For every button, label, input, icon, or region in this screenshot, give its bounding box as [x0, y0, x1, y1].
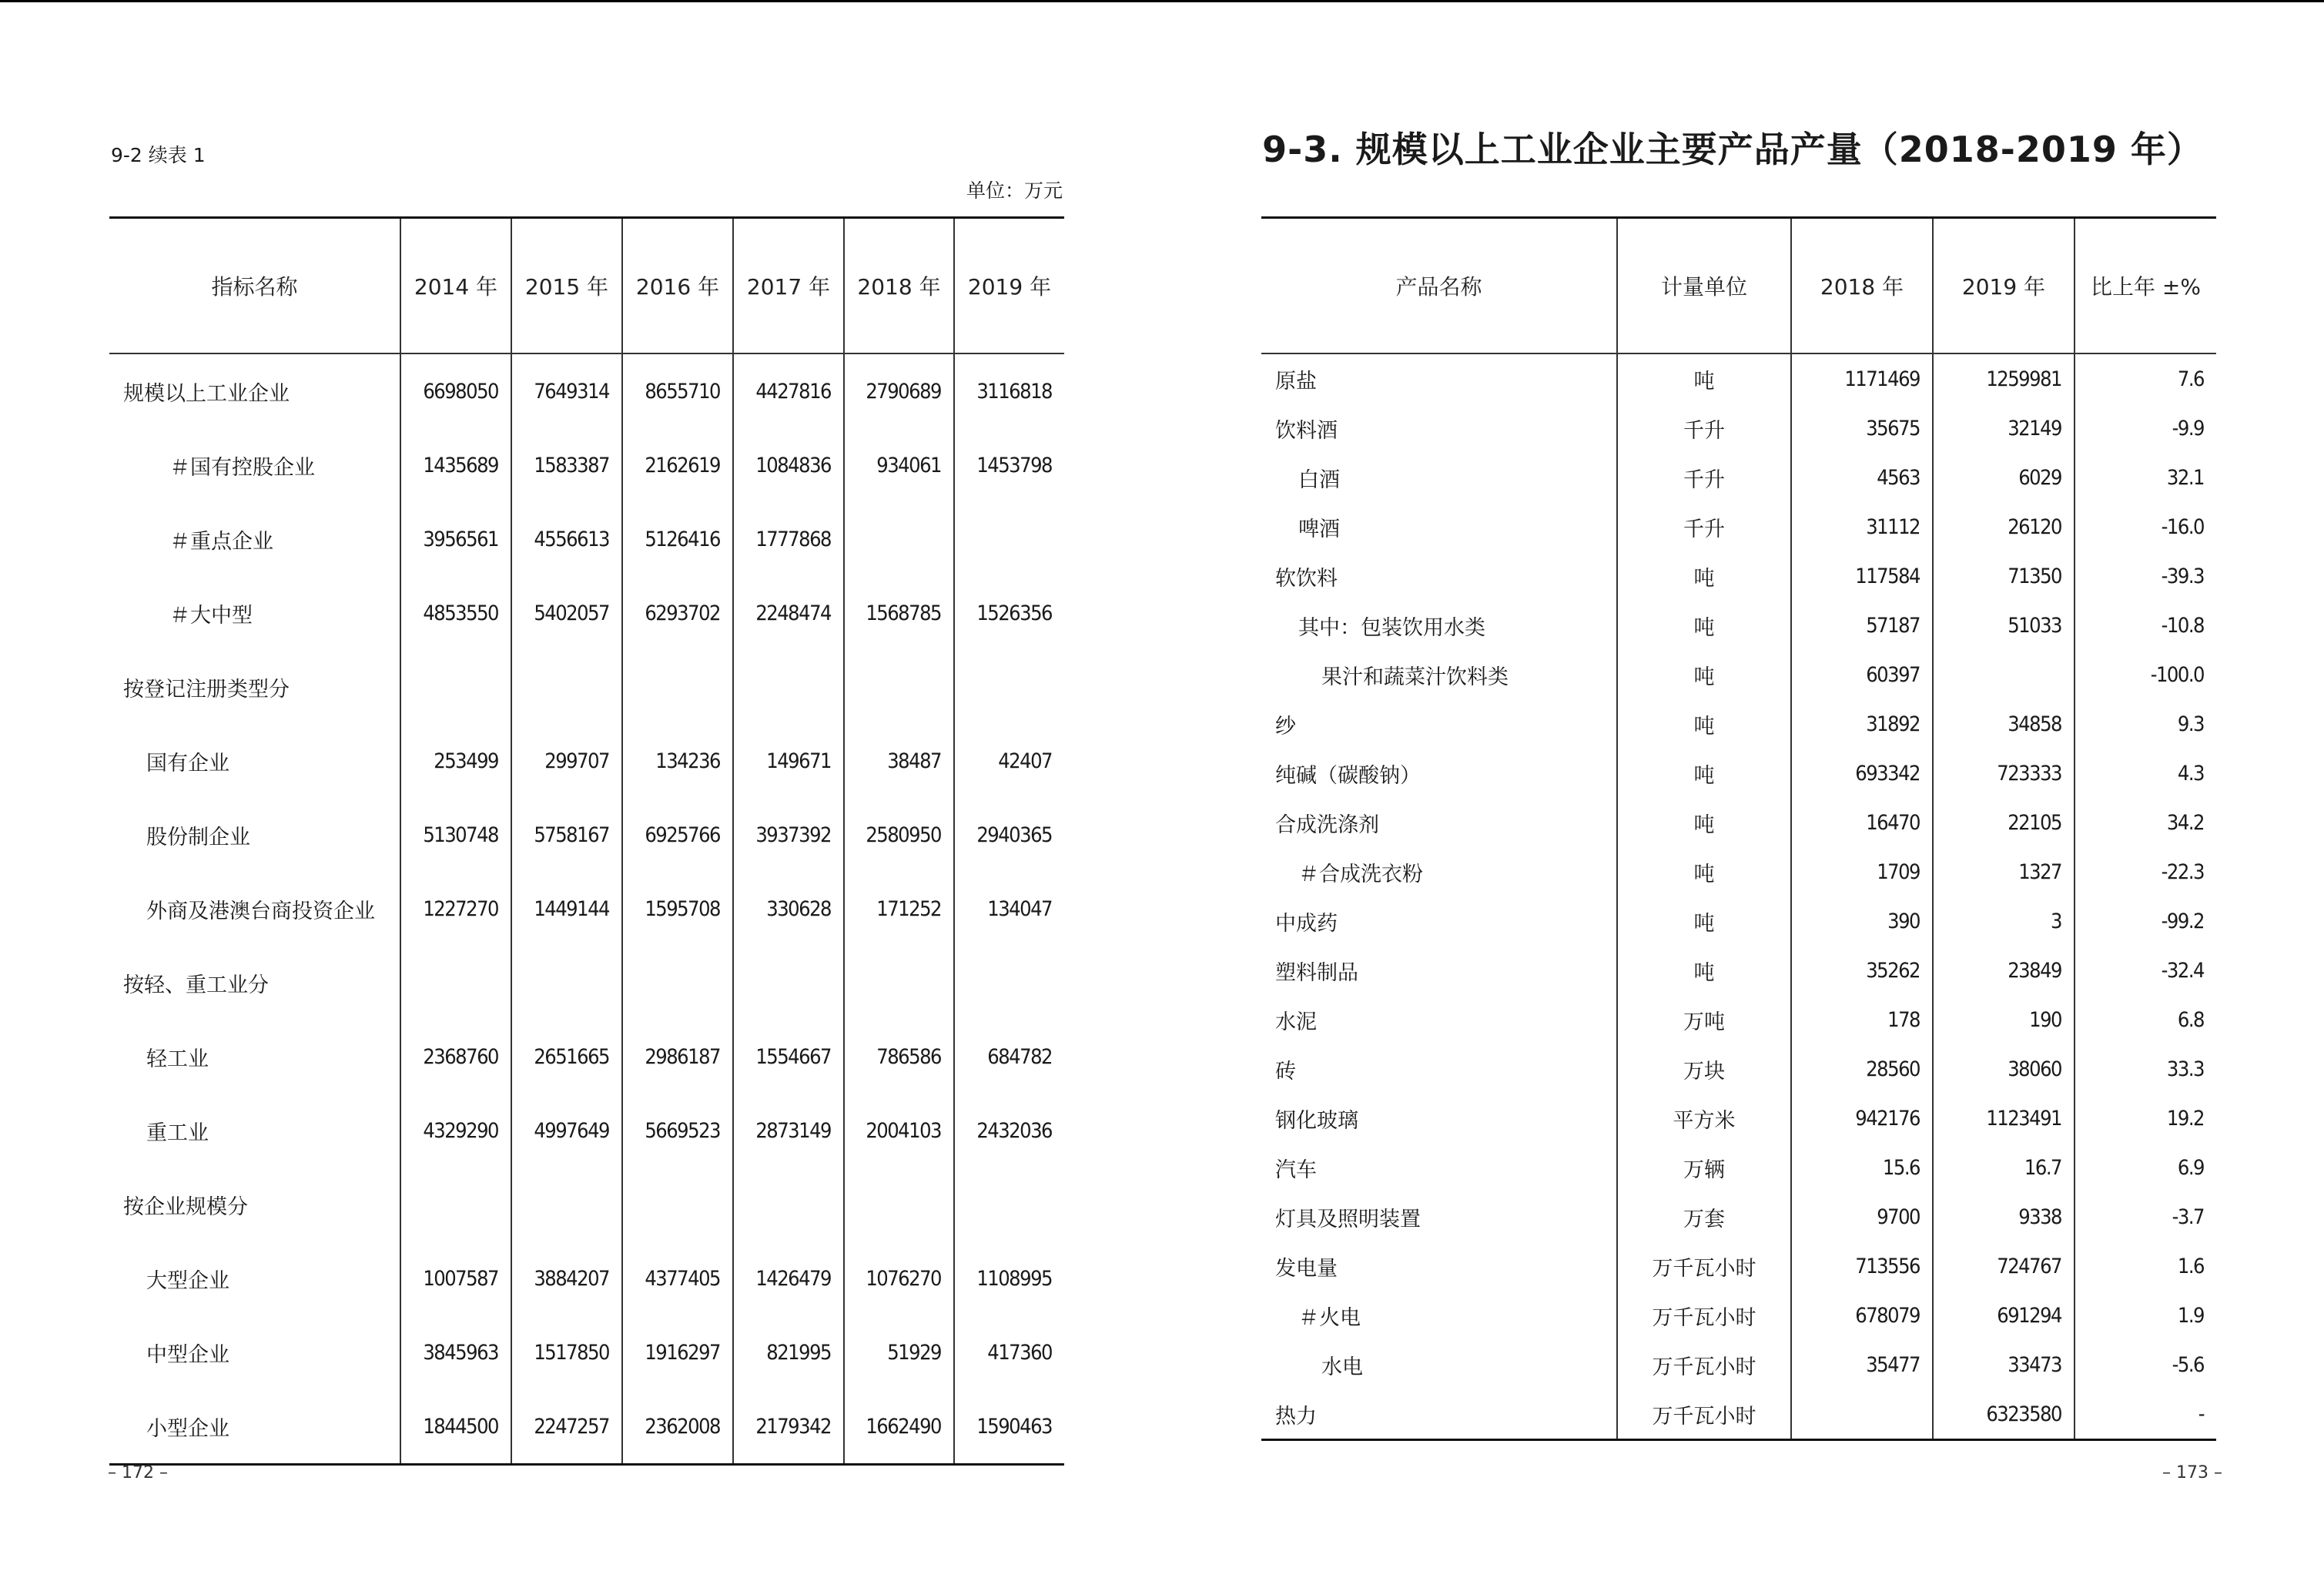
table-row [109, 428, 1064, 502]
unit-cell: 千升 [1617, 502, 1791, 551]
value-2018: 15.6 [1791, 1143, 1933, 1192]
cell-value: 4853550 [400, 576, 511, 650]
cell-value: 1449144 [511, 872, 622, 946]
unit-cell: 吨 [1617, 353, 1791, 404]
value-2018: 178 [1791, 995, 1933, 1044]
row-label: 按企业规模分 [123, 1194, 248, 1219]
table-row [109, 1020, 1064, 1094]
row-label: 轻工业 [146, 1047, 209, 1071]
value-2019: 6029 [1933, 453, 2075, 502]
product-name: 汽车 [1275, 1157, 1317, 1182]
cell-value [733, 650, 844, 724]
table-row [109, 502, 1064, 576]
table-row [1261, 896, 2216, 946]
change-percent: 6.8 [2075, 995, 2216, 1044]
change-percent: 7.6 [2075, 353, 2216, 404]
cell-value: 4427816 [733, 353, 844, 428]
cell-value: 330628 [733, 872, 844, 946]
value-2018: 60397 [1791, 650, 1933, 699]
value-2019: 34858 [1933, 699, 2075, 749]
table-row [109, 353, 1064, 428]
cell-value: 7649314 [511, 353, 622, 428]
cell-value: 1844500 [400, 1389, 511, 1465]
cell-value [954, 1168, 1064, 1241]
value-2019: 23849 [1933, 946, 2075, 995]
value-2018: 1709 [1791, 847, 1933, 896]
cell-value: 2247257 [511, 1389, 622, 1465]
value-2019: 6323580 [1933, 1389, 2075, 1440]
change-percent: -3.7 [2075, 1192, 2216, 1241]
column-header: 2019 年 [1933, 218, 2075, 354]
table-row [1261, 847, 2216, 896]
change-percent: -5.6 [2075, 1340, 2216, 1389]
table-row [109, 1094, 1064, 1168]
table-row [109, 798, 1064, 872]
column-header: 2015 年 [511, 218, 622, 354]
cell-value [511, 1168, 622, 1241]
cell-value: 134047 [954, 872, 1064, 946]
table-row [1261, 699, 2216, 749]
cell-value: 1108995 [954, 1241, 1064, 1315]
cell-value: 5758167 [511, 798, 622, 872]
change-percent: 33.3 [2075, 1044, 2216, 1094]
cell-value: 134236 [622, 724, 733, 798]
row-label: ＃国有控股企业 [169, 455, 315, 480]
unit-cell: 吨 [1617, 847, 1791, 896]
unit-cell: 万千瓦小时 [1617, 1389, 1791, 1440]
value-2019: 9338 [1933, 1192, 2075, 1241]
cell-value [954, 502, 1064, 576]
cell-value: 1916297 [622, 1315, 733, 1389]
unit-cell: 平方米 [1617, 1094, 1791, 1143]
product-name: 原盐 [1275, 369, 1317, 394]
value-2019: 71350 [1933, 551, 2075, 601]
cell-value [844, 946, 954, 1020]
cell-value [400, 946, 511, 1020]
cell-value: 684782 [954, 1020, 1064, 1094]
unit-cell: 万吨 [1617, 995, 1791, 1044]
cell-value [622, 650, 733, 724]
cell-value: 1007587 [400, 1241, 511, 1315]
unit-cell: 万辆 [1617, 1143, 1791, 1192]
row-label: 按登记注册类型分 [123, 677, 290, 702]
change-percent: -99.2 [2075, 896, 2216, 946]
cell-value: 1526356 [954, 576, 1064, 650]
value-2018: 713556 [1791, 1241, 1933, 1291]
cell-value: 5126416 [622, 502, 733, 576]
table-row [1261, 551, 2216, 601]
value-2019: 724767 [1933, 1241, 2075, 1291]
cell-value: 417360 [954, 1315, 1064, 1389]
unit-cell: 吨 [1617, 650, 1791, 699]
right-data-table [1261, 216, 2216, 1441]
value-2018: 57187 [1791, 601, 1933, 650]
value-2019: 32149 [1933, 404, 2075, 453]
unit-cell: 吨 [1617, 699, 1791, 749]
value-2019: 33473 [1933, 1340, 2075, 1389]
value-2018: 678079 [1791, 1291, 1933, 1340]
row-label: 按轻、重工业分 [123, 973, 269, 997]
value-2018: 31112 [1791, 502, 1933, 551]
cell-value: 2162619 [622, 428, 733, 502]
cell-value: 253499 [400, 724, 511, 798]
change-percent: 19.2 [2075, 1094, 2216, 1143]
cell-value [844, 650, 954, 724]
cell-value: 2368760 [400, 1020, 511, 1094]
value-2018: 35262 [1791, 946, 1933, 995]
left-unit-label: 单位：万元 [966, 179, 1063, 202]
unit-cell: 万套 [1617, 1192, 1791, 1241]
cell-value: 299707 [511, 724, 622, 798]
value-2019: 51033 [1933, 601, 2075, 650]
cell-value [622, 946, 733, 1020]
change-percent: 32.1 [2075, 453, 2216, 502]
cell-value: 3884207 [511, 1241, 622, 1315]
product-name: 饮料酒 [1275, 418, 1338, 443]
column-header: 2014 年 [400, 218, 511, 354]
cell-value: 1568785 [844, 576, 954, 650]
cell-value [954, 946, 1064, 1020]
product-name: 果汁和蔬菜汁饮料类 [1321, 665, 1509, 689]
value-2018: 942176 [1791, 1094, 1933, 1143]
cell-value: 1590463 [954, 1389, 1064, 1465]
cell-value: 821995 [733, 1315, 844, 1389]
cell-value [733, 946, 844, 1020]
column-header: 比上年 ±% [2075, 218, 2216, 354]
table-row [1261, 502, 2216, 551]
unit-cell: 吨 [1617, 798, 1791, 847]
page-number-left: – 172 – [108, 1463, 168, 1482]
table-row [109, 1389, 1064, 1465]
column-header: 2018 年 [1791, 218, 1933, 354]
product-name: 白酒 [1298, 467, 1340, 492]
cell-value [511, 946, 622, 1020]
cell-value: 1435689 [400, 428, 511, 502]
column-header: 2018 年 [844, 218, 954, 354]
left-data-table [109, 216, 1064, 1466]
table-row [1261, 1389, 2216, 1440]
cell-value: 3937392 [733, 798, 844, 872]
table-row [109, 724, 1064, 798]
value-2018: 28560 [1791, 1044, 1933, 1094]
change-percent: - [2075, 1389, 2216, 1440]
value-2019: 26120 [1933, 502, 2075, 551]
product-name: 钢化玻璃 [1275, 1108, 1358, 1133]
value-2018: 4563 [1791, 453, 1933, 502]
product-name: 发电量 [1275, 1256, 1338, 1281]
cell-value: 1084836 [733, 428, 844, 502]
cell-value: 1662490 [844, 1389, 954, 1465]
table-row [1261, 1241, 2216, 1291]
top-border [0, 0, 2324, 2]
cell-value: 2432036 [954, 1094, 1064, 1168]
product-name: 啤酒 [1298, 517, 1340, 541]
unit-cell: 吨 [1617, 896, 1791, 946]
change-percent: -10.8 [2075, 601, 2216, 650]
cell-value: 1227270 [400, 872, 511, 946]
product-name: ＃合成洗衣粉 [1298, 862, 1423, 886]
cell-value: 1517850 [511, 1315, 622, 1389]
table-row [1261, 453, 2216, 502]
table-row [109, 650, 1064, 724]
table-row [109, 946, 1064, 1020]
cell-value: 3956561 [400, 502, 511, 576]
value-2019: 38060 [1933, 1044, 2075, 1094]
value-2019: 723333 [1933, 749, 2075, 798]
table-row [109, 1241, 1064, 1315]
cell-value: 2580950 [844, 798, 954, 872]
table-row [1261, 798, 2216, 847]
column-header: 2019 年 [954, 218, 1064, 354]
page-title: 9-3. 规模以上工业企业主要产品产量（2018-2019 年） [1262, 129, 2203, 170]
cell-value: 2362008 [622, 1389, 733, 1465]
product-name: 纱 [1275, 714, 1296, 739]
cell-value: 1426479 [733, 1241, 844, 1315]
row-label: 国有企业 [146, 751, 229, 776]
change-percent: -9.9 [2075, 404, 2216, 453]
product-name: 中成药 [1275, 911, 1338, 936]
row-label: 中型企业 [146, 1342, 229, 1367]
change-percent: 1.6 [2075, 1241, 2216, 1291]
cell-value [511, 650, 622, 724]
product-name: 灯具及照明装置 [1275, 1207, 1421, 1231]
table-row [1261, 404, 2216, 453]
cell-value: 1583387 [511, 428, 622, 502]
cell-value: 6293702 [622, 576, 733, 650]
table-row [109, 576, 1064, 650]
unit-cell: 吨 [1617, 946, 1791, 995]
value-2019: 1123491 [1933, 1094, 2075, 1143]
product-name: 合成洗涤剂 [1275, 812, 1379, 837]
table-row [1261, 946, 2216, 995]
change-percent: 4.3 [2075, 749, 2216, 798]
table-row [1261, 1192, 2216, 1241]
row-label: 规模以上工业企业 [123, 381, 290, 406]
value-2018: 390 [1791, 896, 1933, 946]
change-percent: -22.3 [2075, 847, 2216, 896]
cell-value: 934061 [844, 428, 954, 502]
change-percent: -32.4 [2075, 946, 2216, 995]
value-2018: 31892 [1791, 699, 1933, 749]
left-table-header: 9-2 续表 1 [111, 144, 206, 166]
unit-cell: 吨 [1617, 551, 1791, 601]
value-2019 [1933, 650, 2075, 699]
cell-value: 1554667 [733, 1020, 844, 1094]
value-2018: 117584 [1791, 551, 1933, 601]
table-row [1261, 1291, 2216, 1340]
table-row [1261, 650, 2216, 699]
cell-value: 2004103 [844, 1094, 954, 1168]
cell-value: 2790689 [844, 353, 954, 428]
product-name: 砖 [1275, 1059, 1296, 1084]
cell-value [400, 650, 511, 724]
cell-value [400, 1168, 511, 1241]
unit-cell: 万块 [1617, 1044, 1791, 1094]
value-2018: 35675 [1791, 404, 1933, 453]
cell-value [622, 1168, 733, 1241]
cell-value [844, 1168, 954, 1241]
cell-value: 2986187 [622, 1020, 733, 1094]
cell-value: 1595708 [622, 872, 733, 946]
cell-value: 4377405 [622, 1241, 733, 1315]
left-table-head-row [109, 218, 1064, 354]
table-row [109, 872, 1064, 946]
column-header: 计量单位 [1617, 218, 1791, 354]
table-row [1261, 749, 2216, 798]
cell-value: 1777868 [733, 502, 844, 576]
right-table-head-row [1261, 218, 2216, 354]
cell-value: 786586 [844, 1020, 954, 1094]
product-name: 纯碱（碳酸钠） [1275, 763, 1421, 788]
cell-value: 1076270 [844, 1241, 954, 1315]
table-row [1261, 995, 2216, 1044]
value-2018: 9700 [1791, 1192, 1933, 1241]
table-row [1261, 1044, 2216, 1094]
cell-value [733, 1168, 844, 1241]
table-row [1261, 1340, 2216, 1389]
table-row [109, 1315, 1064, 1389]
cell-value: 8655710 [622, 353, 733, 428]
cell-value: 38487 [844, 724, 954, 798]
table-row [1261, 353, 2216, 404]
cell-value: 3845963 [400, 1315, 511, 1389]
unit-cell: 万千瓦小时 [1617, 1291, 1791, 1340]
product-name: 软饮料 [1275, 566, 1338, 591]
unit-cell: 千升 [1617, 404, 1791, 453]
unit-cell: 千升 [1617, 453, 1791, 502]
value-2018: 1171469 [1791, 353, 1933, 404]
cell-value: 5130748 [400, 798, 511, 872]
cell-value: 51929 [844, 1315, 954, 1389]
change-percent: 9.3 [2075, 699, 2216, 749]
value-2019: 22105 [1933, 798, 2075, 847]
unit-cell: 万千瓦小时 [1617, 1340, 1791, 1389]
cell-value: 2651665 [511, 1020, 622, 1094]
change-percent: -100.0 [2075, 650, 2216, 699]
cell-value: 5669523 [622, 1094, 733, 1168]
cell-value: 4997649 [511, 1094, 622, 1168]
column-header: 2016 年 [622, 218, 733, 354]
unit-cell: 万千瓦小时 [1617, 1241, 1791, 1291]
value-2019: 3 [1933, 896, 2075, 946]
column-header: 指标名称 [109, 218, 400, 354]
cell-value [844, 502, 954, 576]
table-row [1261, 601, 2216, 650]
value-2019: 691294 [1933, 1291, 2075, 1340]
cell-value: 2179342 [733, 1389, 844, 1465]
row-label: ＃大中型 [169, 603, 253, 628]
value-2018 [1791, 1389, 1933, 1440]
row-label: 股份制企业 [146, 825, 250, 849]
cell-value: 1453798 [954, 428, 1064, 502]
cell-value: 4556613 [511, 502, 622, 576]
row-label: 小型企业 [146, 1416, 229, 1441]
column-header: 2017 年 [733, 218, 844, 354]
value-2019: 1327 [1933, 847, 2075, 896]
cell-value: 4329290 [400, 1094, 511, 1168]
cell-value: 171252 [844, 872, 954, 946]
value-2018: 693342 [1791, 749, 1933, 798]
table-row [109, 1168, 1064, 1241]
product-name: ＃火电 [1298, 1305, 1361, 1330]
cell-value: 3116818 [954, 353, 1064, 428]
value-2018: 35477 [1791, 1340, 1933, 1389]
row-label: 重工业 [146, 1121, 209, 1145]
product-name: 热力 [1275, 1404, 1317, 1429]
change-percent: -39.3 [2075, 551, 2216, 601]
change-percent: 1.9 [2075, 1291, 2216, 1340]
row-label: 外商及港澳台商投资企业 [146, 899, 375, 923]
change-percent: -16.0 [2075, 502, 2216, 551]
cell-value: 6925766 [622, 798, 733, 872]
product-name: 水泥 [1275, 1010, 1317, 1034]
table-row [1261, 1143, 2216, 1192]
change-percent: 34.2 [2075, 798, 2216, 847]
column-header: 产品名称 [1261, 218, 1617, 354]
unit-cell: 吨 [1617, 601, 1791, 650]
cell-value: 2940365 [954, 798, 1064, 872]
value-2019: 190 [1933, 995, 2075, 1044]
product-name: 水电 [1321, 1355, 1363, 1379]
cell-value [954, 650, 1064, 724]
table-row [1261, 1094, 2216, 1143]
cell-value: 42407 [954, 724, 1064, 798]
cell-value: 149671 [733, 724, 844, 798]
cell-value: 5402057 [511, 576, 622, 650]
row-label: 大型企业 [146, 1268, 229, 1293]
product-name: 塑料制品 [1275, 960, 1358, 985]
cell-value: 2248474 [733, 576, 844, 650]
unit-cell: 吨 [1617, 749, 1791, 798]
row-label: ＃重点企业 [169, 529, 273, 554]
value-2019: 1259981 [1933, 353, 2075, 404]
cell-value: 2873149 [733, 1094, 844, 1168]
value-2018: 16470 [1791, 798, 1933, 847]
change-percent: 6.9 [2075, 1143, 2216, 1192]
product-name: 其中：包装饮用水类 [1298, 615, 1485, 640]
value-2019: 16.7 [1933, 1143, 2075, 1192]
page-number-right: – 173 – [2162, 1463, 2222, 1482]
cell-value: 6698050 [400, 353, 511, 428]
